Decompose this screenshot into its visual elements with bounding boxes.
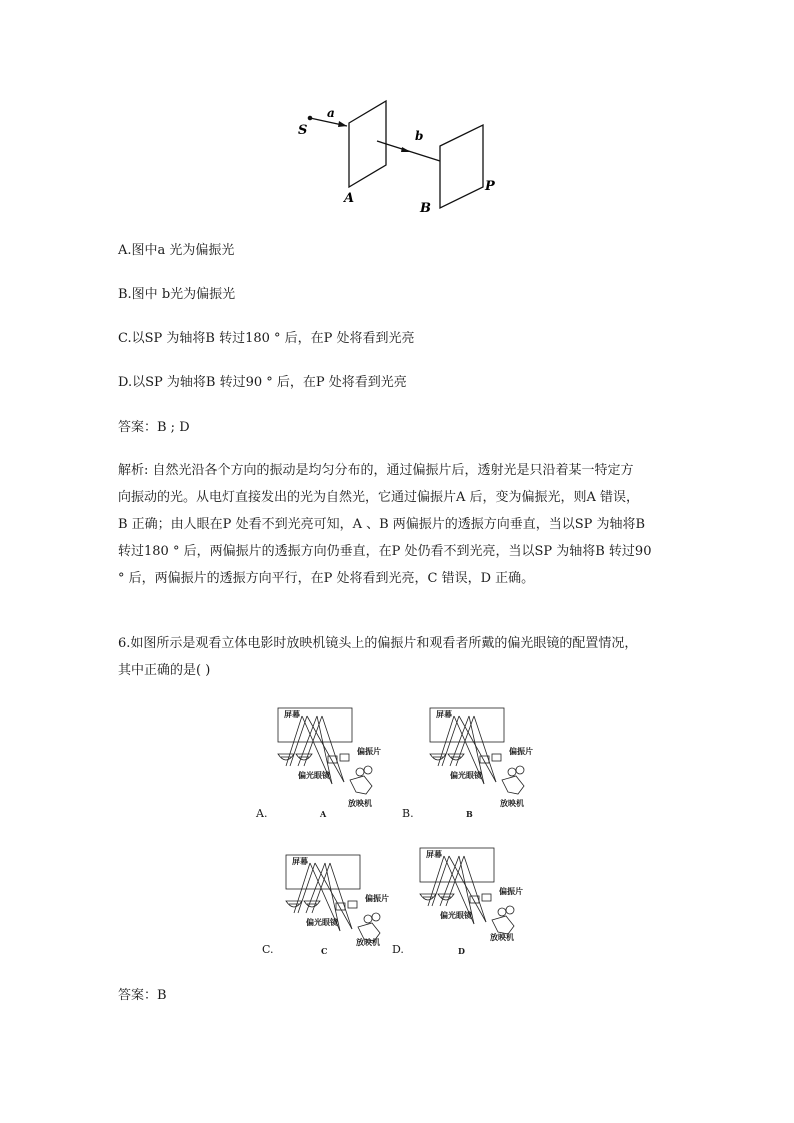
panel-c-option: C. xyxy=(262,943,274,956)
analysis-line: B 正确；由人眼在P 处看不到光亮可知，A 、B 两偏振片的透振方向垂直，当以SP 为轴将B xyxy=(118,517,646,532)
polarizer-label: 偏振片 xyxy=(357,746,381,756)
answer-1: 答案：B ; D xyxy=(118,420,190,435)
projector-label: 放映机 xyxy=(500,798,524,808)
polarizer-label: 偏振片 xyxy=(499,886,523,896)
analysis-paragraph xyxy=(118,457,678,592)
analysis-line: ° 后，两偏振片的透振方向平行，在P 处将看到光亮，C 错误，D 正确。 xyxy=(118,571,535,586)
answer-6: 答案：B xyxy=(118,988,167,1003)
polarizer-label: 偏振片 xyxy=(509,746,533,756)
panel-c-caption: C xyxy=(321,946,328,956)
label-s: S xyxy=(298,123,308,138)
label-a: a xyxy=(327,106,335,120)
panel-d-option: D. xyxy=(392,943,404,956)
analysis-line: 向振动的光。从电灯直接发出的光为自然光，它通过偏振片A 后，变为偏振光，则A 错误， xyxy=(118,490,640,505)
glasses-label: 偏光眼镜 xyxy=(450,770,482,780)
label-b: b xyxy=(415,129,424,143)
panel-b-caption: B xyxy=(466,809,473,819)
question-line: 其中正确的是( ) xyxy=(118,663,211,678)
projector-label: 放映机 xyxy=(348,798,372,808)
analysis-line: 解析: 自然光沿各个方向的振动是均匀分布的，通过偏振片后，透射光是只沿着某一特定方 xyxy=(118,463,634,478)
screen-label: 屏幕 xyxy=(426,849,442,859)
light-source-dot xyxy=(308,116,313,121)
panel-b xyxy=(424,706,544,816)
polarizer-figure xyxy=(290,95,510,220)
question-line: 6.如图所示是观看立体电影时放映机镜头上的偏振片和观看者所戴的偏光眼镜的配置情况， xyxy=(118,636,638,651)
analysis-line: 转过180 ° 后，两偏振片的透振方向仍垂直，在P 处仍看不到光亮，当以SP 为轴将B 转过90 xyxy=(118,544,652,559)
screen-label: 屏幕 xyxy=(436,709,452,719)
label-p: P xyxy=(485,179,495,194)
projector-label: 放映机 xyxy=(356,937,380,947)
question-6 xyxy=(118,630,678,684)
polarizer-label: 偏振片 xyxy=(365,893,389,903)
panel-a xyxy=(272,706,392,816)
option-b: B.图中 b光为偏振光 xyxy=(118,287,236,302)
option-a: A.图中a 光为偏振光 xyxy=(118,243,235,258)
panel-a-caption: A xyxy=(320,809,327,819)
glasses-label: 偏光眼镜 xyxy=(306,917,338,927)
panel-d xyxy=(414,846,534,946)
polarizer-plate-a xyxy=(349,101,386,187)
projector-label: 放映机 xyxy=(490,932,514,942)
label-plate-a: A xyxy=(344,191,355,206)
glasses-label: 偏光眼镜 xyxy=(440,910,472,920)
panel-b-option: B. xyxy=(402,807,414,820)
label-plate-b: B xyxy=(420,201,431,216)
glasses-label: 偏光眼镜 xyxy=(298,770,330,780)
panel-d-caption: D xyxy=(458,946,465,956)
panel-a-option: A. xyxy=(256,807,268,820)
screen-label: 屏幕 xyxy=(292,856,308,866)
panel-c xyxy=(280,853,400,953)
polarizer-plate-b xyxy=(440,125,483,208)
option-c: C.以SP 为轴将B 转过180 ° 后，在P 处将看到光亮 xyxy=(118,331,415,346)
screen-label: 屏幕 xyxy=(284,709,300,719)
option-d: D.以SP 为轴将B 转过90 ° 后，在P 处将看到光亮 xyxy=(118,375,407,390)
